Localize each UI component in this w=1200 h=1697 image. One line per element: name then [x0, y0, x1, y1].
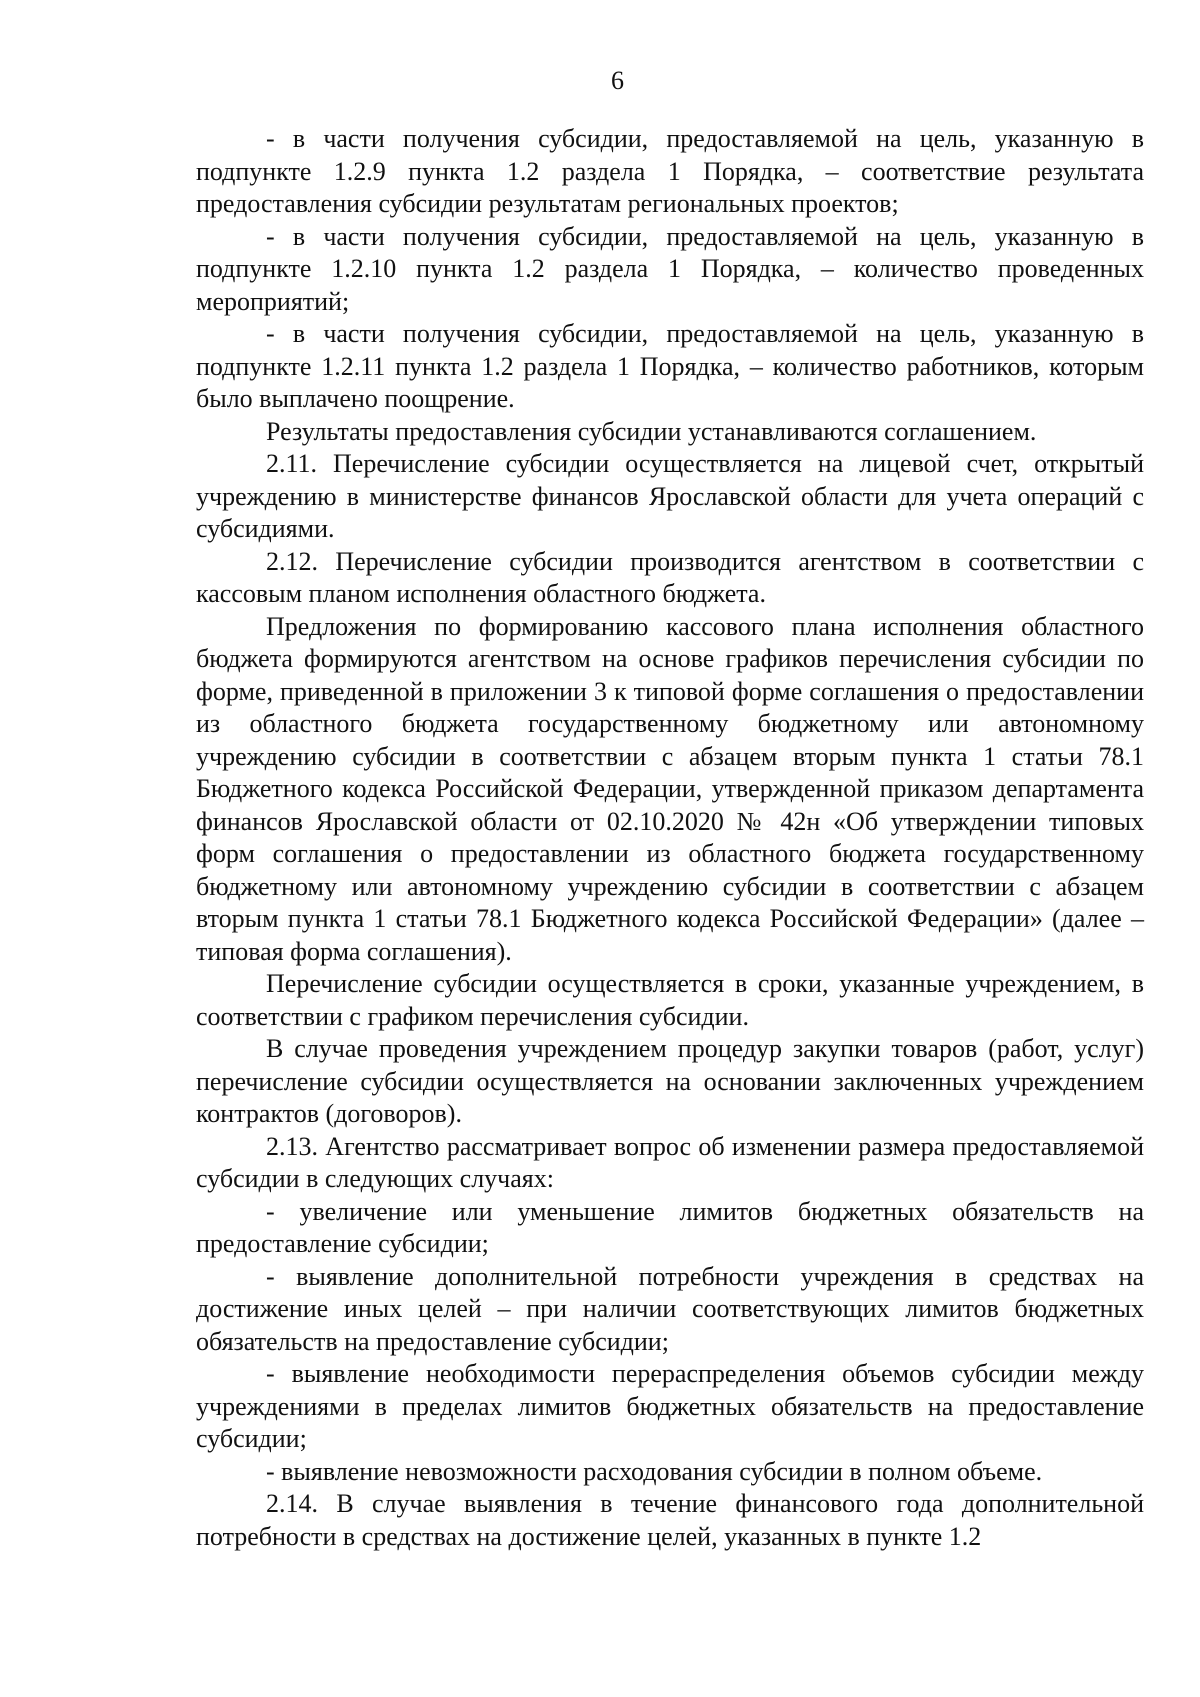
- paragraph-2-13: 2.13. Агентство рассматривает вопрос об изменении размера предоставляемой субсидии в следующих случаях:: [196, 1131, 1144, 1193]
- paragraph-procurement: В случае проведения учреждением процедур закупки товаров (работ, услуг) перечисление субсидии осуществляется на основании заключенных учреждением контрактов (договоров).: [196, 1034, 1144, 1128]
- document-body: [196, 123, 1144, 1553]
- paragraph-2-14: 2.14. В случае выявления в течение финансового года дополнительной потребности в средствах на достижение целей, указанных в пункте 1.2: [196, 1489, 1144, 1551]
- list-item-impossibility: - выявление невозможности расходования субсидии в полном объеме.: [266, 1456, 1043, 1486]
- paragraph-cash-plan-proposals: Предложения по формированию кассового плана исполнения областного бюджета формируются агентством на основе графиков перечисления субсидии по форме, приведенной в приложении 3 к типовой форме соглашения о предоставлении из областного бюджета государственному бюджетному или автономному учреждению субсидии в соответствии с абзацем вторым пункта 1 статьи 78.1 Бюджетного кодекса Российской Федерации, утвержденной приказом департамента финансов Ярославской области от 02.10.2020 № 42н «Об утверждении типовых форм соглашения о предоставлении из областного бюджета государственному бюджетному или автономному учреждению субсидии в соответствии с абзацем вторым пункта 1 статьи 78.1 Бюджетного кодекса Российской Федерации» (далее – типовая форма соглашения).: [196, 611, 1144, 966]
- list-item-limits-change: - увеличение или уменьшение лимитов бюджетных обязательств на предоставление субсидии;: [196, 1196, 1144, 1258]
- paragraph-2-11: 2.11. Перечисление субсидии осуществляется на лицевой счет, открытый учреждению в министерстве финансов Ярославской области для учета операций с субсидиями.: [196, 449, 1144, 543]
- paragraph-subsidy-result-1-2-9: - в части получения субсидии, предоставляемой на цель, указанную в подпункте 1.2.9 пункта 1.2 раздела 1 Порядка, – соответствие результата предоставления субсидии результатам региональных проектов;: [196, 124, 1144, 218]
- paragraph-2-12: 2.12. Перечисление субсидии производится агентством в соответствии с кассовым планом исполнения областного бюджета.: [196, 546, 1144, 608]
- list-item-additional-need: - выявление дополнительной потребности учреждения в средствах на достижение иных целей – при наличии соответствующих лимитов бюджетных обязательств на предоставление субсидии;: [196, 1261, 1144, 1356]
- paragraph-results-agreement: Результаты предоставления субсидии устанавливаются соглашением.: [266, 416, 1037, 446]
- paragraph-transfer-terms: Перечисление субсидии осуществляется в сроки, указанные учреждением, в соответствии с графиком перечисления субсидии.: [196, 969, 1144, 1031]
- page-number: 6: [611, 66, 624, 95]
- list-item-redistribution: - выявление необходимости перераспределения объемов субсидии между учреждениями в пределах лимитов бюджетных обязательств на предоставление субсидии;: [196, 1359, 1144, 1453]
- paragraph-subsidy-result-1-2-10: - в части получения субсидии, предоставляемой на цель, указанную в подпункте 1.2.10 пункта 1.2 раздела 1 Порядка, – количество проведенных мероприятий;: [196, 221, 1144, 316]
- paragraph-subsidy-result-1-2-11: - в части получения субсидии, предоставляемой на цель, указанную в подпункте 1.2.11 пункта 1.2 раздела 1 Порядка, – количество работников, которым было выплачено поощрение.: [196, 319, 1144, 413]
